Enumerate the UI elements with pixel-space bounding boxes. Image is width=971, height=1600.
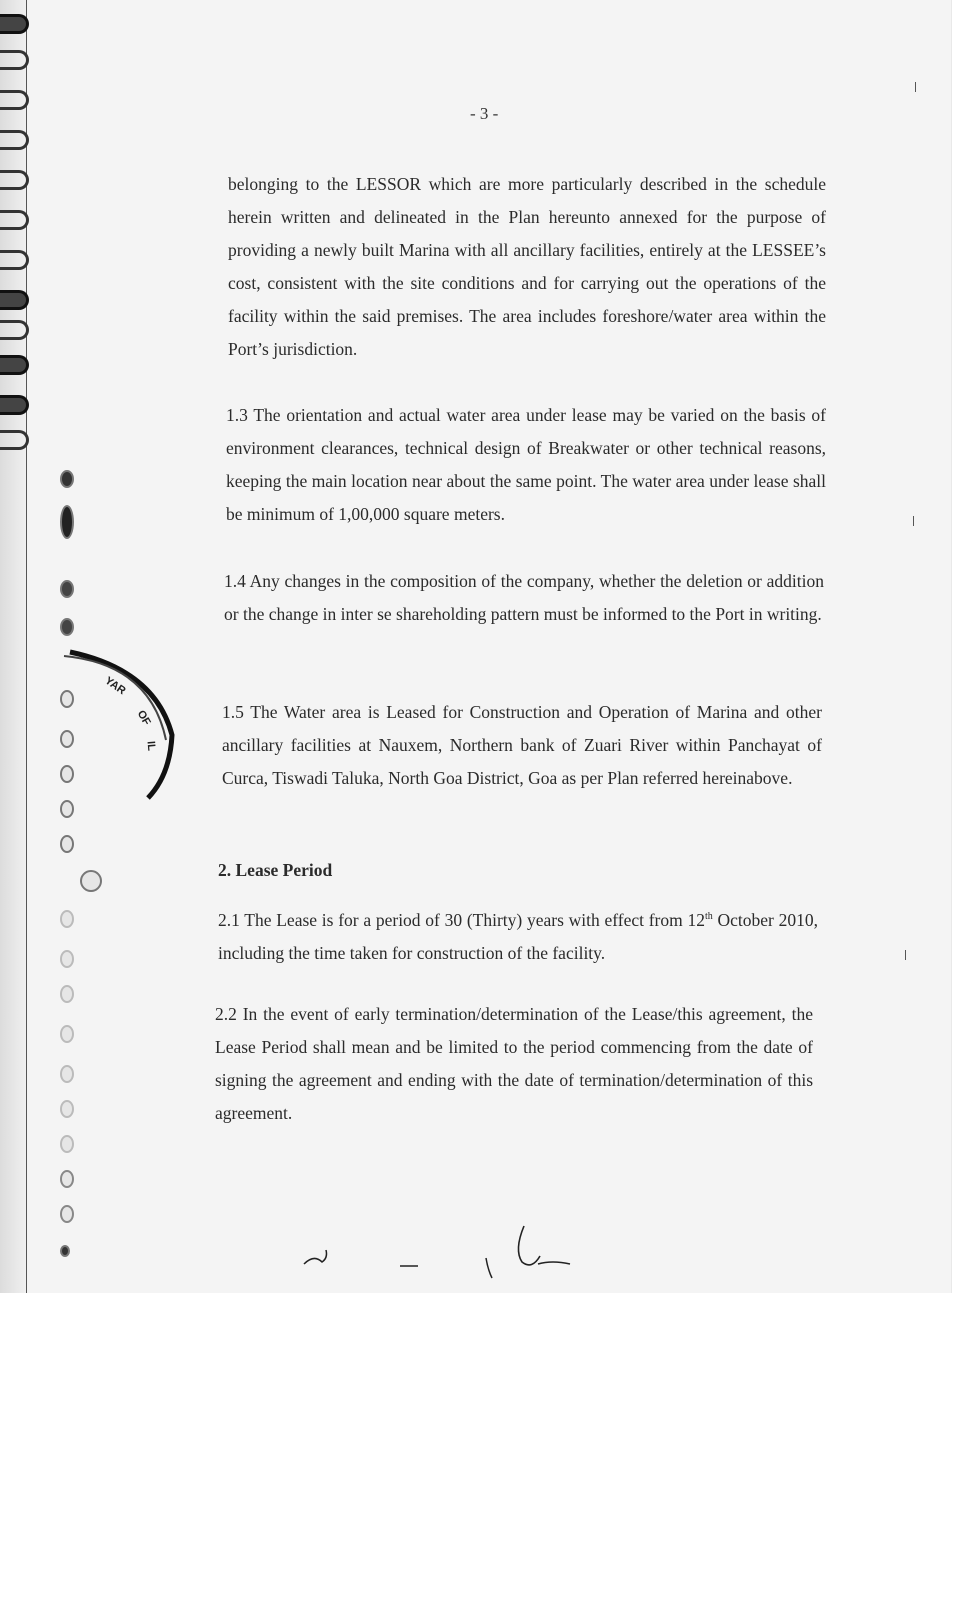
- clause-2-1: [218, 900, 818, 970]
- signature-icon: [300, 1220, 600, 1280]
- scan-mark: [905, 950, 906, 960]
- clause-text: [218, 900, 818, 970]
- binding-ring: [0, 50, 29, 70]
- binding-ring: [0, 250, 29, 270]
- paragraph-intro: [228, 168, 826, 366]
- punch-hole: [60, 618, 74, 636]
- clause-text: 2.2 In the event of early termination/determination of the Lease/this agreement, the Lease Period shall mean and be limited to the period commencing from the date of signing the agreement and ending with the date of termination/determination of this agreement.: [215, 1004, 813, 1123]
- paragraph-text: 1.5 The Water area is Leased for Construction and Operation of Marina and other ancillary facilities at Nauxem, Northern bank of Zuari River within Panchayat of Curca, Tiswadi Taluka, North Goa District, Goa as per Plan referred hereinabove.: [222, 702, 822, 788]
- punch-hole: [60, 910, 74, 928]
- stamp-seal: [60, 640, 178, 800]
- paragraph-1-5: [222, 696, 822, 795]
- binding-ring: [0, 90, 29, 110]
- punch-hole: [60, 1100, 74, 1118]
- ordinal-suffix: th: [705, 911, 713, 922]
- paragraph-1-4: [224, 565, 824, 631]
- clause-2-1-text-b: October 2010, including the time taken for construction of the facility.: [218, 909, 818, 963]
- punch-hole: [60, 1135, 74, 1153]
- clause-2-1-text-a: 2.1 The Lease is for a period of 30 (Thirty) years with effect from 12: [218, 909, 705, 930]
- punch-hole: [60, 1025, 74, 1043]
- punch-hole: [60, 1170, 74, 1188]
- binding-ring: [0, 210, 29, 230]
- punch-hole: [60, 1245, 70, 1257]
- punch-hole: [60, 1205, 74, 1223]
- scan-mark: [913, 516, 914, 526]
- binding-ring: [0, 290, 29, 310]
- binding-ring: [0, 430, 29, 450]
- binding-ring: [0, 130, 29, 150]
- page-number: - 3 -: [470, 104, 499, 123]
- binding-ring: [0, 320, 29, 340]
- punch-hole: [60, 580, 74, 598]
- stamp-text: OF: [134, 708, 153, 728]
- punch-hole: [60, 1065, 74, 1083]
- spiral-binding: [0, 0, 27, 1293]
- punch-hole: [60, 800, 74, 818]
- punch-hole: [60, 505, 74, 539]
- signature-initials: [300, 1220, 600, 1280]
- paragraph-text: 1.4 Any changes in the composition of the company, whether the deletion or addition or the change in inter se shareholding pattern must be informed to the Port in writing.: [224, 571, 824, 624]
- paragraph-1-3: [226, 399, 826, 531]
- punch-hole: [60, 950, 74, 968]
- punch-hole: [60, 470, 74, 488]
- paragraph-text: 1.3 The orientation and actual water area under lease may be varied on the basis of environment clearances, technical design of Breakwater or other technical reasons, keeping the main location near about the same point. The water area under lease shall be minimum of 1,00,000 square meters.: [226, 405, 826, 524]
- scan-mark: [915, 82, 916, 92]
- punch-hole: [80, 870, 102, 892]
- stamp-arc-icon: [60, 640, 178, 800]
- binding-ring: [0, 170, 29, 190]
- paragraph-text: belonging to the LESSOR which are more particularly described in the schedule herein written and delineated in the Plan hereunto annexed for the purpose of providing a newly built Marina with all ancillary facilities, entirely at the LESSEE’s cost, consistent with the site conditions and for carrying out the operations of the facility within the said premises. The area includes foreshore/water area within the Port’s jurisdiction.: [228, 174, 826, 359]
- section-heading-lease-period: 2. Lease Period: [218, 860, 333, 880]
- clause-2-2: [215, 998, 813, 1130]
- stamp-text: YAR: [102, 674, 128, 698]
- binding-ring: [0, 14, 29, 34]
- punch-hole: [60, 985, 74, 1003]
- stamp-text: IL: [144, 740, 158, 752]
- binding-ring: [0, 395, 29, 415]
- punch-hole: [60, 835, 74, 853]
- binding-ring: [0, 355, 29, 375]
